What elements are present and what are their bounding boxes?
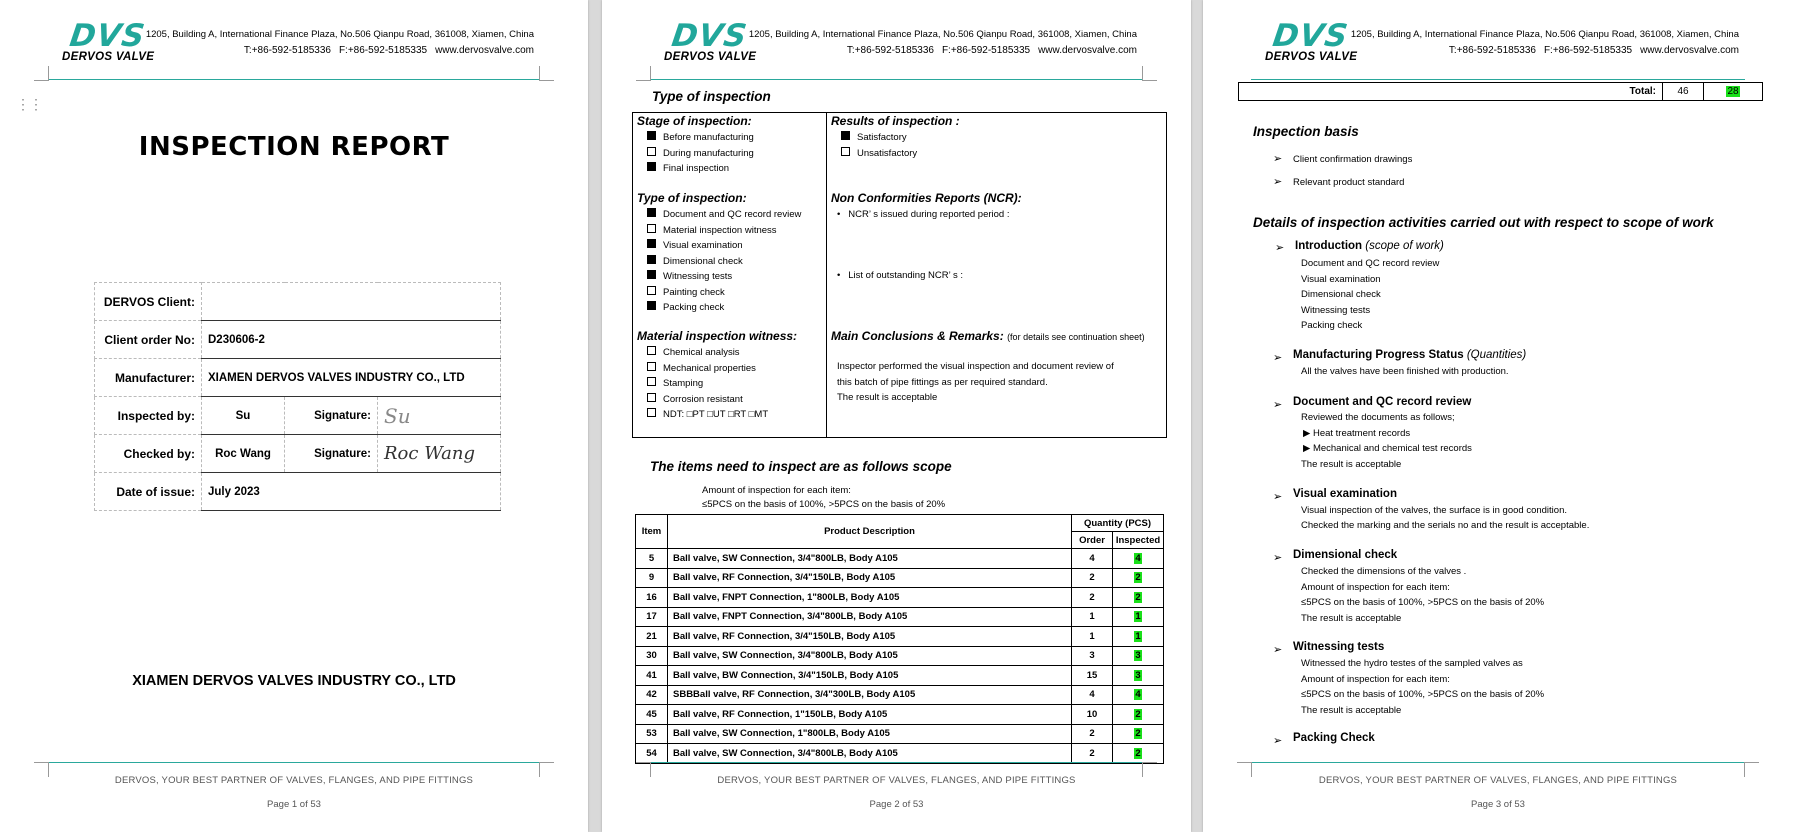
checkbox-label: During manufacturing	[663, 147, 754, 159]
intro-item: Document and QC record review	[1301, 258, 1440, 269]
table-row	[636, 705, 1164, 725]
ncr-group	[827, 191, 1166, 283]
intro-heading: Introduction	[1295, 240, 1363, 252]
arrow-bullet-icon: ➢	[1273, 735, 1283, 747]
arrow-bullet-icon: ➢	[1273, 399, 1283, 411]
inspected-value[interactable]: Su	[202, 397, 285, 435]
cell-item: 30	[636, 646, 668, 666]
inspected-label: Inspected by:	[95, 397, 202, 435]
checked-box-icon	[647, 270, 656, 279]
header-web: www.dervosvalve.com	[1038, 45, 1137, 56]
results-group	[827, 114, 1166, 161]
crop-mark	[34, 66, 49, 81]
cell-item: 42	[636, 685, 668, 705]
intro-item: Visual examination	[1301, 274, 1381, 285]
arrow-bullet-icon: ➢	[1273, 176, 1283, 188]
date-value[interactable]: July 2023	[202, 473, 501, 511]
arrow-bullet-icon: ➢	[1273, 352, 1283, 364]
header-fax: F:+86-592-5185335	[1543, 45, 1633, 56]
type-checkbox[interactable]	[647, 269, 826, 285]
checked-box-icon	[647, 162, 656, 171]
result-unsatisfactory-checkbox[interactable]	[841, 146, 1166, 162]
type-checkbox[interactable]	[647, 300, 826, 316]
checked-label: Checked by:	[95, 435, 202, 473]
cell-order: 2	[1072, 588, 1113, 608]
result-satisfactory-checkbox[interactable]	[841, 130, 1166, 146]
page-number: Page 2 of 53	[869, 799, 924, 810]
unchecked-box-icon	[647, 224, 656, 233]
inspected-highlight: 1	[1135, 611, 1141, 623]
header-contact	[839, 45, 1137, 56]
company-logo	[660, 20, 770, 66]
material-title: Material inspection witness:	[637, 329, 798, 343]
conclusion-line: Inspector performed the visual inspection and document review of	[837, 361, 1114, 372]
header-rule	[650, 79, 1143, 80]
mps-title	[1293, 349, 1526, 361]
cell-desc: Ball valve, SW Connection, 3/4"800LB, Body A105	[668, 549, 1072, 569]
checkbox-label: Stamping	[663, 378, 704, 389]
spacer	[827, 345, 1166, 359]
inspected-highlight: 2	[1135, 728, 1141, 740]
scope-title: The items need to inspect are as follows scope	[650, 459, 952, 474]
details-title: Details of inspection activities carried out with respect to scope of work	[1253, 215, 1714, 230]
checked-box-icon	[647, 131, 656, 140]
manufacturer-label: Manufacturer:	[95, 359, 202, 397]
cell-inspected	[1113, 666, 1164, 686]
manufacturer-value[interactable]: XIAMEN DERVOS VALVES INDUSTRY CO., LTD	[202, 359, 501, 397]
ndt-checkbox[interactable]	[647, 407, 826, 423]
doc-item	[1303, 443, 1472, 454]
logo-mark: DVS	[669, 18, 750, 54]
header-address: 1205, Building A, International Finance Plaza, No.506 Qianpu Road, 361008, Xiamen, China	[1350, 29, 1739, 40]
checkbox-label: Witnessing tests	[663, 271, 733, 282]
cell-desc: Ball valve, RF Connection, 3/4"150LB, Body A105	[668, 568, 1072, 588]
header-rule	[1251, 79, 1745, 80]
cover-company-name: XIAMEN DERVOS VALVES INDUSTRY CO., LTD	[132, 673, 456, 689]
table-row	[636, 588, 1164, 608]
inspected-highlight: 3	[1135, 669, 1141, 681]
checkbox-label: Satisfactory	[857, 132, 907, 143]
unchecked-box-icon	[647, 377, 656, 386]
date-label: Date of issue:	[95, 473, 202, 511]
arrow-bullet-icon: ➢	[1273, 552, 1283, 564]
pack-title: Packing Check	[1293, 732, 1375, 744]
crop-mark	[539, 66, 554, 81]
cell-item: 16	[636, 588, 668, 608]
results-title: Results of inspection :	[831, 114, 960, 128]
cell-desc: Ball valve, FNPT Connection, 1"800LB, Body A105	[668, 588, 1072, 608]
inspected-signature-label: Signature:	[285, 397, 378, 435]
total-row-table	[1238, 82, 1763, 101]
cell-order: 1	[1072, 627, 1113, 647]
cell-inspected	[1113, 685, 1164, 705]
material-checkbox[interactable]	[647, 392, 826, 408]
client-value[interactable]	[202, 283, 501, 321]
type-checkbox[interactable]	[647, 223, 826, 239]
header-web: www.dervosvalve.com	[1640, 45, 1739, 56]
footer-motto: DERVOS, YOUR BEST PARTNER OF VALVES, FLANGES, AND PIPE FITTINGS	[1318, 775, 1678, 786]
wit-line: Amount of inspection for each item:	[1301, 674, 1450, 685]
cell-order: 2	[1072, 744, 1113, 764]
wit-title: Witnessing tests	[1293, 641, 1385, 653]
checkbox-label: Dimensional check	[663, 255, 743, 267]
conclusion-group	[827, 329, 1166, 406]
checkbox-label: Corrosion resistant	[663, 393, 743, 405]
cell-order: 3	[1072, 646, 1113, 666]
checked-signature	[378, 435, 501, 473]
mps-text: All the valves have been finished with production.	[1301, 366, 1509, 377]
visual-line: Checked the marking and the serials no and the result is acceptable.	[1301, 520, 1590, 531]
header-tel: T:+86-592-5185336	[243, 45, 331, 56]
header-rule	[48, 79, 540, 80]
material-checkbox[interactable]	[647, 345, 826, 361]
doc-title: Document and QC record review	[1293, 396, 1472, 408]
logo-mark: DVS	[67, 18, 148, 54]
report-title: INSPECTION REPORT	[138, 132, 450, 162]
basis-item: Client confirmation drawings	[1293, 154, 1413, 165]
cell-inspected	[1113, 568, 1164, 588]
cell-desc: Ball valve, SW Connection, 3/4"800LB, Body A105	[668, 646, 1072, 666]
stage-group	[633, 114, 826, 177]
cell-desc: Ball valve, RF Connection, 1"150LB, Body A105	[668, 705, 1072, 725]
crop-mark	[1142, 66, 1157, 81]
inspected-highlight: 4	[1135, 552, 1141, 564]
wit-line: Witnessed the hydro testes of the sampled valves as	[1301, 658, 1523, 669]
footer-rule	[48, 762, 540, 763]
cell-item: 53	[636, 724, 668, 744]
inspected-highlight: 2	[1135, 572, 1141, 584]
crop-mark	[636, 66, 651, 81]
page-number: Page 1 of 53	[267, 799, 321, 810]
col-inspected-header: Inspected	[1113, 532, 1164, 549]
inspected-highlight: 1	[1135, 630, 1141, 642]
type-checkbox[interactable]	[647, 207, 826, 223]
header-address: 1205, Building A, International Finance Plaza, No.506 Qianpu Road, 361008, Xiamen, China	[145, 29, 534, 40]
ncr-item: • List of outstanding NCR’ s :	[837, 270, 964, 281]
table-row	[636, 724, 1164, 744]
inspected-signature	[378, 397, 501, 435]
arrow-bullet-icon: ➢	[1273, 153, 1283, 165]
cell-inspected	[1113, 646, 1164, 666]
cell-inspected	[1113, 724, 1164, 744]
footer-rule	[1251, 762, 1745, 763]
ncr-title: Non Conformities Reports (NCR):	[831, 191, 1022, 205]
conclusion-line: this batch of pipe fittings as per required standard.	[837, 376, 1048, 388]
wit-line: ≤5PCS on the basis of 100%, >5PCS on the basis of 20%	[1301, 689, 1545, 700]
cell-order: 10	[1072, 705, 1113, 725]
drag-handle-icon[interactable]: ⋮⋮	[16, 96, 42, 112]
doc-text: Reviewed the documents as follows;	[1301, 412, 1455, 423]
ncr-item-text: List of outstanding NCR’ s :	[848, 270, 964, 281]
footer-motto: DERVOS, YOUR BEST PARTNER OF VALVES, FLANGES, AND PIPE FITTINGS	[717, 775, 1076, 786]
col-desc-header: Product Description	[668, 515, 1072, 549]
inspection-left-column	[633, 113, 827, 437]
checked-box-icon	[647, 255, 656, 264]
intro-title	[1295, 240, 1444, 252]
cell-inspected	[1113, 588, 1164, 608]
header-fax: F:+86-592-5185335	[338, 45, 428, 56]
inspected-highlight: 3	[1135, 650, 1141, 662]
conclusion-heading: Main Conclusions & Remarks:	[831, 329, 1004, 343]
material-group	[633, 329, 826, 423]
logo-name: DERVOS VALVE	[1265, 51, 1358, 63]
header-web: www.dervosvalve.com	[435, 45, 534, 56]
dim-line: ≤5PCS on the basis of 100%, >5PCS on the basis of 20%	[1301, 597, 1545, 608]
unchecked-box-icon	[647, 408, 656, 417]
page-3	[1203, 0, 1793, 832]
cell-order: 4	[1072, 549, 1113, 569]
intro-item: Dimensional check	[1301, 289, 1381, 300]
checked-box-icon	[647, 208, 656, 217]
table-row	[636, 607, 1164, 627]
header-fax: F:+86-592-5185335	[941, 45, 1031, 56]
col-item-header: Item	[636, 515, 668, 549]
checked-value[interactable]: Roc Wang	[202, 435, 285, 473]
header-contact	[1441, 45, 1739, 56]
inspected-highlight: 2	[1135, 591, 1141, 603]
dim-title: Dimensional check	[1293, 549, 1398, 561]
intro-note: (scope of work)	[1365, 240, 1444, 252]
total-inspected: 28	[1727, 86, 1739, 97]
inspected-highlight: 2	[1135, 747, 1141, 759]
table-row	[636, 666, 1164, 686]
checkbox-label: Document and QC record review	[663, 209, 802, 220]
cell-inspected	[1113, 744, 1164, 764]
checkbox-label: Mechanical properties	[663, 362, 756, 374]
col-order-header: Order	[1072, 532, 1113, 549]
triangle-bullet-icon: ▶	[1303, 428, 1311, 439]
mps-note: (Quantities)	[1466, 349, 1527, 361]
intro-item: Witnessing tests	[1301, 305, 1371, 316]
doc-result: The result is acceptable	[1301, 459, 1402, 470]
table-row	[636, 549, 1164, 569]
checked-box-icon	[647, 239, 656, 248]
checkbox-label: Visual examination	[663, 240, 743, 251]
cell-item: 5	[636, 549, 668, 569]
material-checkbox[interactable]	[647, 376, 826, 392]
total-inspected-cell	[1704, 83, 1763, 101]
checkbox-label: Material inspection witness	[663, 224, 777, 236]
checked-signature-label: Signature:	[285, 435, 378, 473]
company-logo	[1261, 20, 1371, 66]
cell-desc: Ball valve, FNPT Connection, 3/4"800LB, Body A105	[668, 607, 1072, 627]
stage-before-checkbox[interactable]	[647, 130, 826, 146]
unchecked-box-icon	[647, 346, 656, 355]
checked-box-icon	[647, 301, 656, 310]
dim-line: Amount of inspection for each item:	[1301, 582, 1450, 593]
header-tel: T:+86-592-5185336	[846, 45, 934, 56]
ncr-item-text: NCR’ s issued during reported period :	[848, 209, 1010, 220]
cell-item: 9	[636, 568, 668, 588]
cell-item: 45	[636, 705, 668, 725]
ncr-item: • NCR’ s issued during reported period :	[837, 209, 1010, 220]
cell-item: 17	[636, 607, 668, 627]
table-row	[636, 568, 1164, 588]
dim-line: The result is acceptable	[1301, 613, 1402, 624]
checkbox-label: Chemical analysis	[663, 347, 740, 358]
visual-title: Visual examination	[1293, 488, 1397, 500]
cell-desc: Ball valve, SW Connection, 3/4"800LB, Body A105	[668, 744, 1072, 764]
table-row	[636, 627, 1164, 647]
total-label: Total:	[1239, 83, 1663, 101]
cell-item: 41	[636, 666, 668, 686]
doc-item-text: Mechanical and chemical test records	[1312, 443, 1472, 454]
page-number: Page 3 of 53	[1471, 799, 1525, 810]
header-tel: T:+86-592-5185336	[1448, 45, 1536, 56]
basis-item: Relevant product standard	[1293, 177, 1405, 188]
arrow-bullet-icon: ➢	[1273, 644, 1283, 656]
cell-inspected	[1113, 627, 1164, 647]
cell-inspected	[1113, 705, 1164, 725]
cell-desc: SBBBall valve, RF Connection, 3/4"300LB, Body A105	[668, 685, 1072, 705]
client-label: DERVOS Client:	[95, 283, 202, 321]
basis-title: Inspection basis	[1253, 124, 1359, 139]
checkbox-label: Final inspection	[663, 163, 730, 174]
footer-rule	[650, 762, 1143, 763]
checkbox-label: Unsatisfactory	[857, 147, 918, 159]
scope-note-1: Amount of inspection for each item:	[702, 485, 851, 496]
type-of-inspection-title: Type of inspection	[652, 89, 771, 104]
col-qty-header: Quantity (PCS)	[1072, 515, 1164, 532]
type-sub-title: Type of inspection:	[637, 191, 747, 205]
cell-order: 2	[1072, 568, 1113, 588]
unchecked-box-icon	[841, 147, 850, 156]
logo-name: DERVOS VALVE	[62, 51, 155, 63]
stage-title: Stage of inspection:	[637, 114, 752, 128]
logo-name: DERVOS VALVE	[664, 51, 757, 63]
order-label: Client order No:	[95, 321, 202, 359]
signature-su: Su	[384, 403, 411, 428]
table-row	[636, 685, 1164, 705]
type-checkbox[interactable]	[647, 254, 826, 270]
conclusion-line: The result is acceptable	[837, 392, 938, 403]
footer-motto: DERVOS, YOUR BEST PARTNER OF VALVES, FLANGES, AND PIPE FITTINGS	[114, 775, 474, 786]
page-1	[0, 0, 588, 832]
cell-desc: Ball valve, RF Connection, 3/4"150LB, Body A105	[668, 627, 1072, 647]
cell-desc: Ball valve, SW Connection, 1"800LB, Body A105	[668, 724, 1072, 744]
checkbox-label: Before manufacturing	[663, 132, 754, 143]
wit-line: The result is acceptable	[1301, 705, 1402, 716]
inspected-highlight: 4	[1135, 689, 1141, 701]
cell-desc: Ball valve, BW Connection, 3/4"150LB, Body A105	[668, 666, 1072, 686]
intro-item: Packing check	[1301, 320, 1363, 331]
scope-note-2: ≤5PCS on the basis of 100%, >5PCS on the basis of 20%	[702, 499, 946, 510]
total-order: 46	[1663, 83, 1704, 101]
checked-box-icon	[841, 131, 850, 140]
doc-item-text: Heat treatment records	[1312, 428, 1411, 439]
stage-final-checkbox[interactable]	[647, 161, 826, 177]
inspection-box	[632, 112, 1167, 438]
checkbox-label: Painting check	[663, 286, 725, 298]
signature-roc-wang: Roc Wang	[384, 443, 475, 464]
logo-mark: DVS	[1270, 18, 1351, 54]
mps-heading: Manufacturing Progress Status	[1293, 349, 1464, 361]
table-row	[636, 744, 1164, 764]
cell-order: 4	[1072, 685, 1113, 705]
inspection-right-column	[827, 113, 1166, 437]
cell-order: 15	[1072, 666, 1113, 686]
type-checkbox[interactable]	[647, 285, 826, 301]
inspected-highlight: 2	[1135, 708, 1141, 720]
items-table	[635, 514, 1164, 764]
checkbox-label: NDT: □PT □UT □RT □MT	[663, 409, 769, 420]
cell-order: 2	[1072, 724, 1113, 744]
dim-line: Checked the dimensions of the valves .	[1301, 566, 1467, 577]
unchecked-box-icon	[647, 147, 656, 156]
arrow-bullet-icon: ➢	[1273, 491, 1283, 503]
cell-inspected	[1113, 607, 1164, 627]
doc-item	[1303, 428, 1410, 439]
header-address: 1205, Building A, International Finance Plaza, No.506 Qianpu Road, 361008, Xiamen, China	[748, 29, 1137, 40]
cell-item: 54	[636, 744, 668, 764]
unchecked-box-icon	[647, 286, 656, 295]
unchecked-box-icon	[647, 362, 656, 371]
checkbox-label: Packing check	[663, 302, 725, 313]
page-2	[602, 0, 1191, 832]
type-checkbox[interactable]	[647, 238, 826, 254]
order-value[interactable]: D230606-2	[202, 321, 501, 359]
arrow-bullet-icon: ➢	[1275, 242, 1285, 254]
type-group	[633, 191, 826, 316]
company-logo	[58, 20, 168, 66]
cell-inspected	[1113, 549, 1164, 569]
cell-item: 21	[636, 627, 668, 647]
header-contact	[236, 45, 534, 56]
cover-info-table	[94, 282, 501, 511]
unchecked-box-icon	[647, 393, 656, 402]
triangle-bullet-icon: ▶	[1303, 443, 1311, 454]
stage-during-checkbox[interactable]	[647, 146, 826, 162]
visual-line: Visual inspection of the valves, the surface is in good condition.	[1301, 505, 1567, 516]
conclusion-title	[831, 329, 1166, 343]
conclusion-note: (for details see continuation sheet)	[1007, 332, 1145, 342]
table-row	[636, 646, 1164, 666]
cell-order: 1	[1072, 607, 1113, 627]
material-checkbox[interactable]	[647, 361, 826, 377]
